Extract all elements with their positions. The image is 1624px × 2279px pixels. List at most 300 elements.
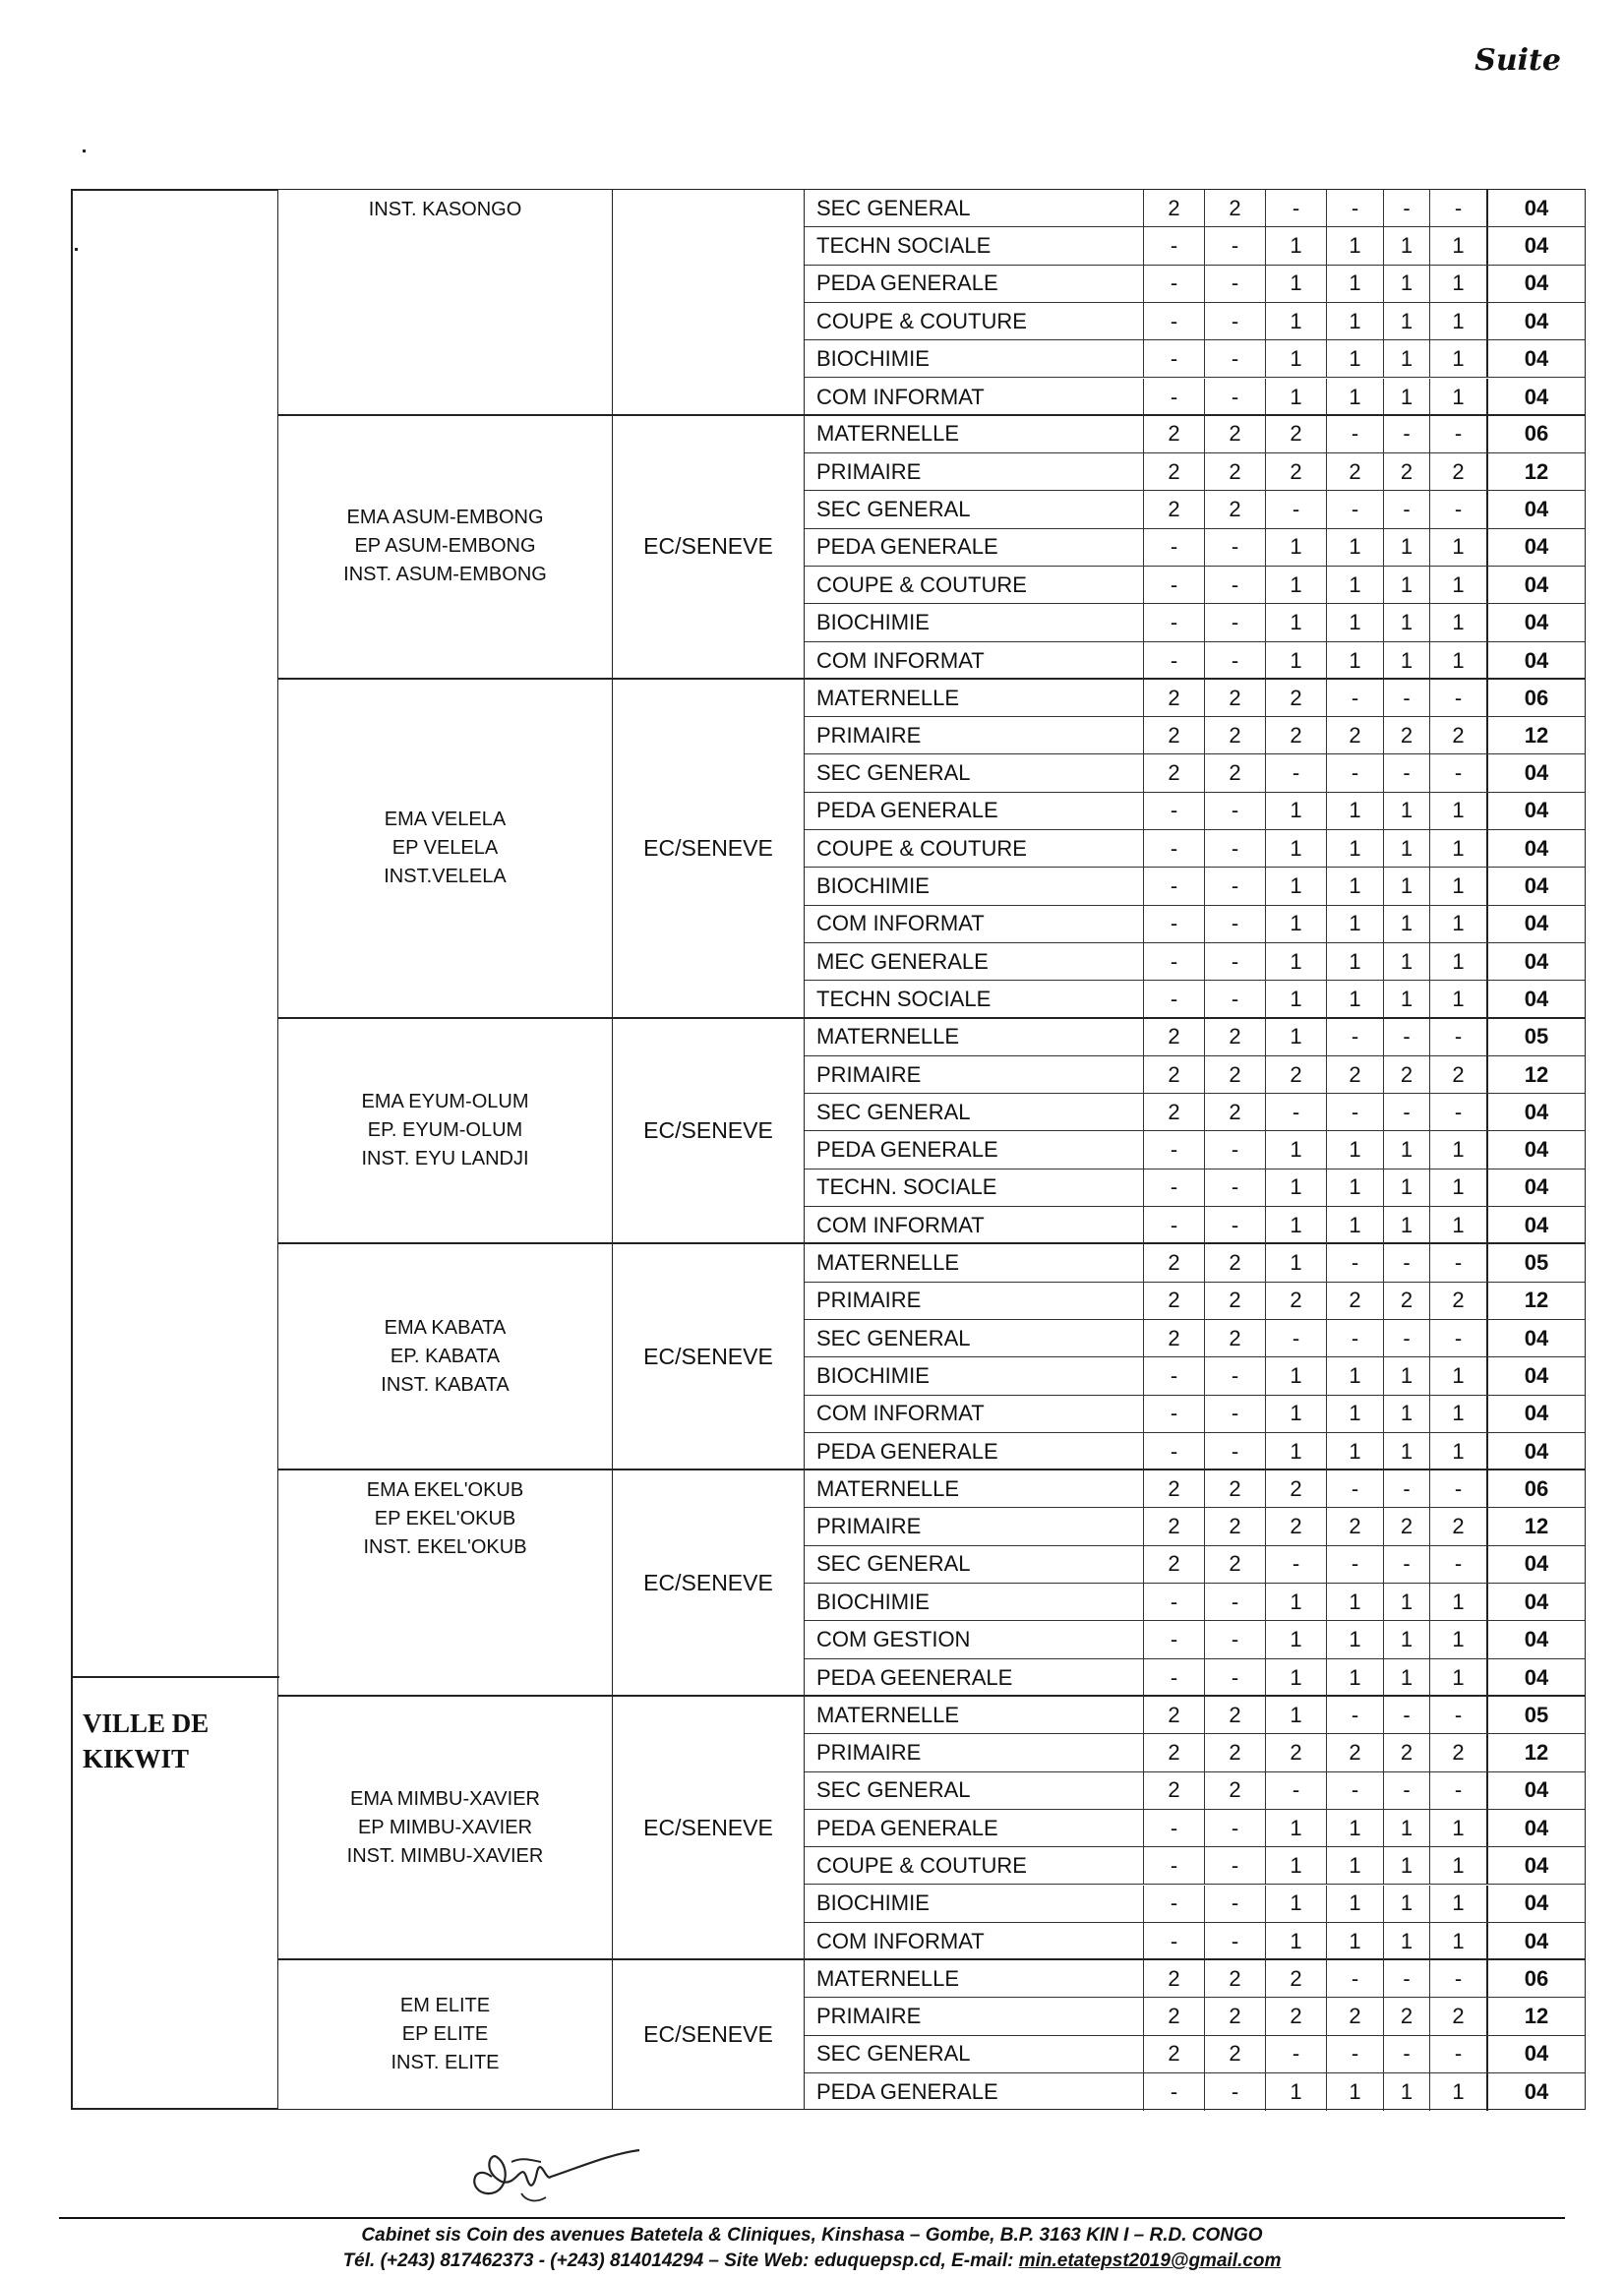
class-count-2: - [1205, 793, 1266, 829]
school-group [277, 1959, 1586, 2110]
class-count-6: 1 [1430, 981, 1488, 1018]
class-count-3: - [1266, 190, 1327, 226]
section-name: PEDA GENERALE [805, 1810, 1144, 1846]
section-name: PEDA GENERALE [805, 793, 1144, 829]
table-row [805, 2036, 1585, 2073]
class-count-5: - [1384, 1960, 1430, 1997]
class-count-5: - [1384, 1320, 1430, 1356]
school-group [277, 415, 1586, 679]
class-count-5: 2 [1384, 717, 1430, 753]
class-count-4: 1 [1327, 1207, 1384, 1244]
class-count-5: 1 [1384, 266, 1430, 302]
class-count-2: 2 [1205, 1470, 1266, 1507]
class-count-5: 2 [1384, 1508, 1430, 1544]
table-row [805, 1621, 1585, 1658]
footer-contact-text: Tél. (+243) 817462373 - (+243) 814014294 – Site Web: eduquepsp.cd, E-mail: [342, 2250, 1019, 2271]
class-count-3: 2 [1266, 1470, 1327, 1507]
class-count-2: 2 [1205, 491, 1266, 527]
class-count-5: 1 [1384, 868, 1430, 904]
school-names-cell [278, 1697, 613, 1958]
section-name: COM INFORMAT [805, 1207, 1144, 1244]
section-name: PRIMAIRE [805, 1283, 1144, 1319]
table-row [805, 1433, 1585, 1470]
table-row [805, 1019, 1585, 1056]
class-count-2: - [1205, 943, 1266, 980]
table-row [805, 754, 1585, 792]
section-name: PRIMAIRE [805, 1056, 1144, 1093]
class-count-1: - [1144, 1207, 1205, 1244]
class-count-3: - [1266, 1094, 1327, 1130]
class-count-1: 2 [1144, 1320, 1205, 1356]
class-count-4: - [1327, 1546, 1384, 1583]
class-count-5: 1 [1384, 379, 1430, 416]
class-count-4: 1 [1327, 793, 1384, 829]
class-count-4: - [1327, 1960, 1384, 1997]
class-count-6: 1 [1430, 906, 1488, 942]
class-count-1: 2 [1144, 1056, 1205, 1093]
total-count: 05 [1524, 1702, 1549, 1727]
regime-cell: EC/SENEVE [613, 416, 805, 678]
total-count: 12 [1524, 1514, 1549, 1539]
school-group [277, 1243, 1586, 1469]
class-count-6: 1 [1430, 529, 1488, 566]
section-name: MATERNELLE [805, 416, 1144, 452]
table-row [805, 1772, 1585, 1810]
section-name: SEC GENERAL [805, 1320, 1144, 1356]
class-count-5: - [1384, 754, 1430, 791]
total-count: 12 [1524, 2004, 1549, 2029]
class-count-3: 1 [1266, 1244, 1327, 1281]
class-count-6: 1 [1430, 1207, 1488, 1244]
total-count: 04 [1524, 195, 1549, 220]
table-row [805, 981, 1585, 1018]
class-count-6: 1 [1430, 642, 1488, 680]
class-count-4: - [1327, 2036, 1384, 2072]
class-count-3: 1 [1266, 1886, 1327, 1922]
class-count-1: 2 [1144, 680, 1205, 716]
class-count-1: - [1144, 567, 1205, 603]
table-row [805, 491, 1585, 528]
class-count-3: 1 [1266, 793, 1327, 829]
class-count-1: - [1144, 529, 1205, 566]
total-count: 04 [1524, 798, 1549, 823]
class-count-4: 1 [1327, 567, 1384, 603]
class-count-1: - [1144, 1886, 1205, 1922]
school-name: INST. MIMBU-XAVIER [346, 1844, 544, 1867]
class-count-5: 1 [1384, 340, 1430, 377]
total-count: 04 [1524, 760, 1549, 786]
class-count-1: 2 [1144, 1697, 1205, 1733]
table-row [805, 1847, 1585, 1885]
section-name: COM INFORMAT [805, 906, 1144, 942]
section-name: PRIMAIRE [805, 453, 1144, 490]
total-count: 04 [1524, 1664, 1549, 1690]
class-count-1: 2 [1144, 1283, 1205, 1319]
table-row [805, 379, 1585, 416]
class-count-5: 2 [1384, 1734, 1430, 1770]
table-row [805, 190, 1585, 227]
table-row [805, 1734, 1585, 1771]
total-count: 04 [1524, 1362, 1549, 1388]
class-count-2: 2 [1205, 1772, 1266, 1809]
class-count-1: 2 [1144, 1470, 1205, 1507]
school-names-cell [278, 1244, 613, 1469]
class-count-4: - [1327, 754, 1384, 791]
school-names-cell [278, 1470, 613, 1695]
section-name: BIOCHIMIE [805, 340, 1144, 377]
school-name: EP ASUM-EMBONG [354, 535, 536, 558]
class-count-5: - [1384, 1546, 1430, 1583]
class-count-4: 1 [1327, 981, 1384, 1018]
class-count-5: - [1384, 416, 1430, 452]
class-count-4: 2 [1327, 453, 1384, 490]
section-name: SEC GENERAL [805, 1546, 1144, 1583]
class-count-1: - [1144, 379, 1205, 416]
table-row [805, 1886, 1585, 1923]
class-count-2: 2 [1205, 453, 1266, 490]
class-count-3: 1 [1266, 1810, 1327, 1846]
class-count-5: 1 [1384, 567, 1430, 603]
class-count-1: - [1144, 1923, 1205, 1960]
class-count-6: 1 [1430, 1659, 1488, 1697]
class-count-1: - [1144, 943, 1205, 980]
section-name: COM INFORMAT [805, 1923, 1144, 1960]
class-count-4: - [1327, 1094, 1384, 1130]
school-name: EMA MIMBU-XAVIER [350, 1787, 540, 1810]
regime-cell: EC/SENEVE [613, 1244, 805, 1469]
class-count-6: 1 [1430, 604, 1488, 640]
class-count-6: 2 [1430, 1056, 1488, 1093]
class-count-4: 1 [1327, 604, 1384, 640]
table-row [805, 1396, 1585, 1433]
section-name: SEC GENERAL [805, 190, 1144, 226]
class-count-5: - [1384, 491, 1430, 527]
class-count-1: - [1144, 604, 1205, 640]
school-name: EP. EYUM-OLUM [367, 1118, 523, 1141]
school-name: INST. KABATA [381, 1373, 510, 1396]
table-row [805, 717, 1585, 754]
class-count-3: 1 [1266, 943, 1327, 980]
total-count: 04 [1524, 1174, 1549, 1200]
class-count-5: 1 [1384, 2073, 1430, 2111]
class-count-1: - [1144, 340, 1205, 377]
total-count: 12 [1524, 1288, 1549, 1313]
class-count-6: 1 [1430, 340, 1488, 377]
total-count: 06 [1524, 1965, 1549, 1991]
region-label [83, 1706, 209, 1776]
table-row [805, 1960, 1585, 1998]
class-count-2: - [1205, 1584, 1266, 1620]
class-count-3: 2 [1266, 453, 1327, 490]
class-count-4: 2 [1327, 1056, 1384, 1093]
class-count-2: 2 [1205, 1283, 1266, 1319]
class-count-1: - [1144, 1357, 1205, 1394]
table-row [805, 1584, 1585, 1621]
class-count-6: - [1430, 1546, 1488, 1583]
footer-address: Cabinet sis Coin des avenues Batetela & Cliniques, Kinshasa – Gombe, B.P. 3163 KIN I – R.D. CONGO [361, 2225, 1263, 2246]
class-count-3: 1 [1266, 303, 1327, 339]
footer-email[interactable]: min.etatepst2019@gmail.com [1018, 2250, 1282, 2271]
regime-cell: EC/SENEVE [613, 1019, 805, 1243]
table-row [805, 416, 1585, 453]
class-count-3: 1 [1266, 1923, 1327, 1960]
scan-mark [83, 150, 86, 152]
class-count-3: - [1266, 1546, 1327, 1583]
schools-table [71, 189, 1586, 2110]
class-count-4: 1 [1327, 340, 1384, 377]
class-count-4: - [1327, 1697, 1384, 1733]
total-count: 04 [1524, 534, 1549, 560]
class-count-3: 2 [1266, 717, 1327, 753]
class-count-3: 1 [1266, 227, 1327, 264]
class-count-5: 2 [1384, 1998, 1430, 2034]
section-name: MATERNELLE [805, 680, 1144, 716]
class-count-6: 1 [1430, 830, 1488, 867]
class-count-6: 1 [1430, 1396, 1488, 1432]
class-count-5: - [1384, 1772, 1430, 1809]
section-rows [805, 1960, 1585, 2109]
class-count-2: - [1205, 529, 1266, 566]
class-count-3: 1 [1266, 1131, 1327, 1168]
class-count-4: 2 [1327, 1998, 1384, 2034]
class-count-1: 2 [1144, 453, 1205, 490]
class-count-3: 2 [1266, 1056, 1327, 1093]
class-count-4: 1 [1327, 266, 1384, 302]
table-row [805, 340, 1585, 378]
class-count-2: 2 [1205, 1998, 1266, 2034]
class-count-5: - [1384, 190, 1430, 226]
class-count-1: 2 [1144, 1244, 1205, 1281]
total-count: 12 [1524, 1739, 1549, 1765]
class-count-6: 1 [1430, 1847, 1488, 1884]
section-name: PEDA GEENERALE [805, 1659, 1144, 1697]
table-row [805, 943, 1585, 981]
class-count-3: 1 [1266, 906, 1327, 942]
class-count-2: - [1205, 604, 1266, 640]
class-count-5: - [1384, 680, 1430, 716]
class-count-2: - [1205, 1207, 1266, 1244]
class-count-6: 1 [1430, 1357, 1488, 1394]
class-count-4: - [1327, 1019, 1384, 1055]
table-row [805, 266, 1585, 303]
class-count-4: - [1327, 680, 1384, 716]
class-count-4: 1 [1327, 1169, 1384, 1206]
class-count-4: - [1327, 491, 1384, 527]
total-count: 06 [1524, 1475, 1549, 1501]
class-count-1: 2 [1144, 1094, 1205, 1130]
class-count-5: 1 [1384, 1847, 1430, 1884]
section-rows [805, 1244, 1585, 1469]
section-name: BIOCHIMIE [805, 1357, 1144, 1394]
class-count-2: - [1205, 1357, 1266, 1394]
total-count: 04 [1524, 835, 1549, 861]
section-name: SEC GENERAL [805, 2036, 1144, 2072]
section-name: PRIMAIRE [805, 717, 1144, 753]
class-count-2: - [1205, 1433, 1266, 1470]
class-count-3: 2 [1266, 1508, 1327, 1544]
class-count-3: 1 [1266, 981, 1327, 1018]
class-count-4: 1 [1327, 906, 1384, 942]
class-count-6: 1 [1430, 1433, 1488, 1470]
total-count: 06 [1524, 685, 1549, 710]
region-line-1: VILLE DE [83, 1709, 210, 1738]
school-name: EMA VELELA [384, 808, 507, 830]
section-rows [805, 1019, 1585, 1243]
total-count: 04 [1524, 1627, 1549, 1652]
class-count-4: 1 [1327, 1847, 1384, 1884]
school-name: EP ELITE [401, 2023, 489, 2046]
class-count-3: 1 [1266, 529, 1327, 566]
class-count-4: - [1327, 1470, 1384, 1507]
class-count-5: 1 [1384, 1584, 1430, 1620]
class-count-6: - [1430, 1697, 1488, 1733]
class-count-3: 1 [1266, 1357, 1327, 1394]
class-count-3: 1 [1266, 1433, 1327, 1470]
section-name: COUPE & COUTURE [805, 303, 1144, 339]
total-count: 04 [1524, 232, 1549, 258]
table-row [805, 567, 1585, 604]
table-row [805, 1546, 1585, 1584]
section-name: COM INFORMAT [805, 642, 1144, 680]
school-name: INST.VELELA [384, 865, 507, 887]
school-names-cell [278, 190, 613, 414]
table-row [805, 1244, 1585, 1282]
class-count-6: - [1430, 1019, 1488, 1055]
class-count-2: 2 [1205, 1960, 1266, 1997]
class-count-3: - [1266, 1772, 1327, 1809]
class-count-1: 2 [1144, 717, 1205, 753]
total-count: 06 [1524, 421, 1549, 447]
school-group [277, 679, 1586, 1018]
class-count-6: - [1430, 1470, 1488, 1507]
total-count: 04 [1524, 1137, 1549, 1163]
class-count-1: - [1144, 2073, 1205, 2111]
total-count: 12 [1524, 458, 1549, 484]
table-row [805, 227, 1585, 265]
class-count-5: 1 [1384, 1131, 1430, 1168]
table-row [805, 1998, 1585, 2035]
class-count-3: 1 [1266, 604, 1327, 640]
class-count-6: 1 [1430, 1621, 1488, 1657]
class-count-5: 1 [1384, 1357, 1430, 1394]
class-count-4: 1 [1327, 379, 1384, 416]
school-names-cell [278, 1960, 613, 2109]
region-divider [73, 1676, 279, 1678]
total-count: 04 [1524, 497, 1549, 522]
class-count-5: 1 [1384, 981, 1430, 1018]
total-count: 04 [1524, 987, 1549, 1012]
school-names-cell [278, 680, 613, 1017]
class-count-6: 1 [1430, 793, 1488, 829]
school-name: EP VELELA [391, 836, 499, 859]
class-count-1: - [1144, 303, 1205, 339]
class-count-4: 2 [1327, 1508, 1384, 1544]
class-count-6: - [1430, 1094, 1488, 1130]
class-count-4: 1 [1327, 642, 1384, 680]
class-count-5: 1 [1384, 604, 1430, 640]
class-count-5: 1 [1384, 1659, 1430, 1697]
school-name: EMA EYUM-OLUM [361, 1090, 529, 1112]
class-count-6: - [1430, 680, 1488, 716]
total-count: 04 [1524, 571, 1549, 597]
section-name: SEC GENERAL [805, 1094, 1144, 1130]
class-count-3: 1 [1266, 868, 1327, 904]
school-name: EMA ASUM-EMBONG [346, 507, 544, 529]
class-count-5: 1 [1384, 1621, 1430, 1657]
class-count-5: 1 [1384, 1886, 1430, 1922]
table-row [805, 1283, 1585, 1320]
class-count-2: - [1205, 868, 1266, 904]
table-row [805, 1697, 1585, 1734]
section-name: MATERNELLE [805, 1244, 1144, 1281]
class-count-6: 2 [1430, 1998, 1488, 2034]
class-count-5: 1 [1384, 943, 1430, 980]
class-count-4: 2 [1327, 717, 1384, 753]
class-count-5: 1 [1384, 1169, 1430, 1206]
class-count-2: - [1205, 1131, 1266, 1168]
section-rows [805, 1470, 1585, 1695]
class-count-4: - [1327, 416, 1384, 452]
section-name: MATERNELLE [805, 1470, 1144, 1507]
table-row [805, 906, 1585, 943]
class-count-1: 2 [1144, 1772, 1205, 1809]
class-count-3: 1 [1266, 379, 1327, 416]
section-name: PRIMAIRE [805, 1998, 1144, 2034]
total-count: 04 [1524, 1928, 1549, 1953]
class-count-2: 2 [1205, 1094, 1266, 1130]
section-name: SEC GENERAL [805, 491, 1144, 527]
section-name: PRIMAIRE [805, 1734, 1144, 1770]
class-count-6: - [1430, 491, 1488, 527]
class-count-6: 2 [1430, 1283, 1488, 1319]
total-count: 04 [1524, 1589, 1549, 1614]
class-count-1: - [1144, 1433, 1205, 1470]
section-name: MEC GENERALE [805, 943, 1144, 980]
class-count-5: - [1384, 1697, 1430, 1733]
class-count-1: 2 [1144, 1508, 1205, 1544]
table-row [805, 1810, 1585, 1847]
class-count-6: 1 [1430, 266, 1488, 302]
total-count: 04 [1524, 911, 1549, 936]
total-count: 04 [1524, 1777, 1549, 1803]
table-row [805, 830, 1585, 868]
class-count-5: 2 [1384, 1283, 1430, 1319]
class-count-2: - [1205, 1621, 1266, 1657]
class-count-5: 2 [1384, 1056, 1430, 1093]
class-count-3: 1 [1266, 1396, 1327, 1432]
region-line-2: KIKWIT [83, 1744, 190, 1773]
table-row [805, 1470, 1585, 1508]
class-count-2: 2 [1205, 754, 1266, 791]
school-name: INST. EYU LANDJI [361, 1147, 529, 1169]
class-count-2: 2 [1205, 1019, 1266, 1055]
class-count-4: 1 [1327, 1886, 1384, 1922]
footer-contact [0, 2250, 1624, 2272]
class-count-3: 1 [1266, 830, 1327, 867]
class-count-6: 2 [1430, 1734, 1488, 1770]
class-count-3: 1 [1266, 1584, 1327, 1620]
section-rows [805, 1697, 1585, 1958]
class-count-5: 1 [1384, 1433, 1430, 1470]
class-count-5: 1 [1384, 793, 1430, 829]
class-count-5: 1 [1384, 1207, 1430, 1244]
total-count: 05 [1524, 1250, 1549, 1276]
section-name: MATERNELLE [805, 1019, 1144, 1055]
class-count-6: - [1430, 754, 1488, 791]
section-name: TECHN SOCIALE [805, 227, 1144, 264]
table-row [805, 529, 1585, 567]
total-count: 04 [1524, 1890, 1549, 1916]
